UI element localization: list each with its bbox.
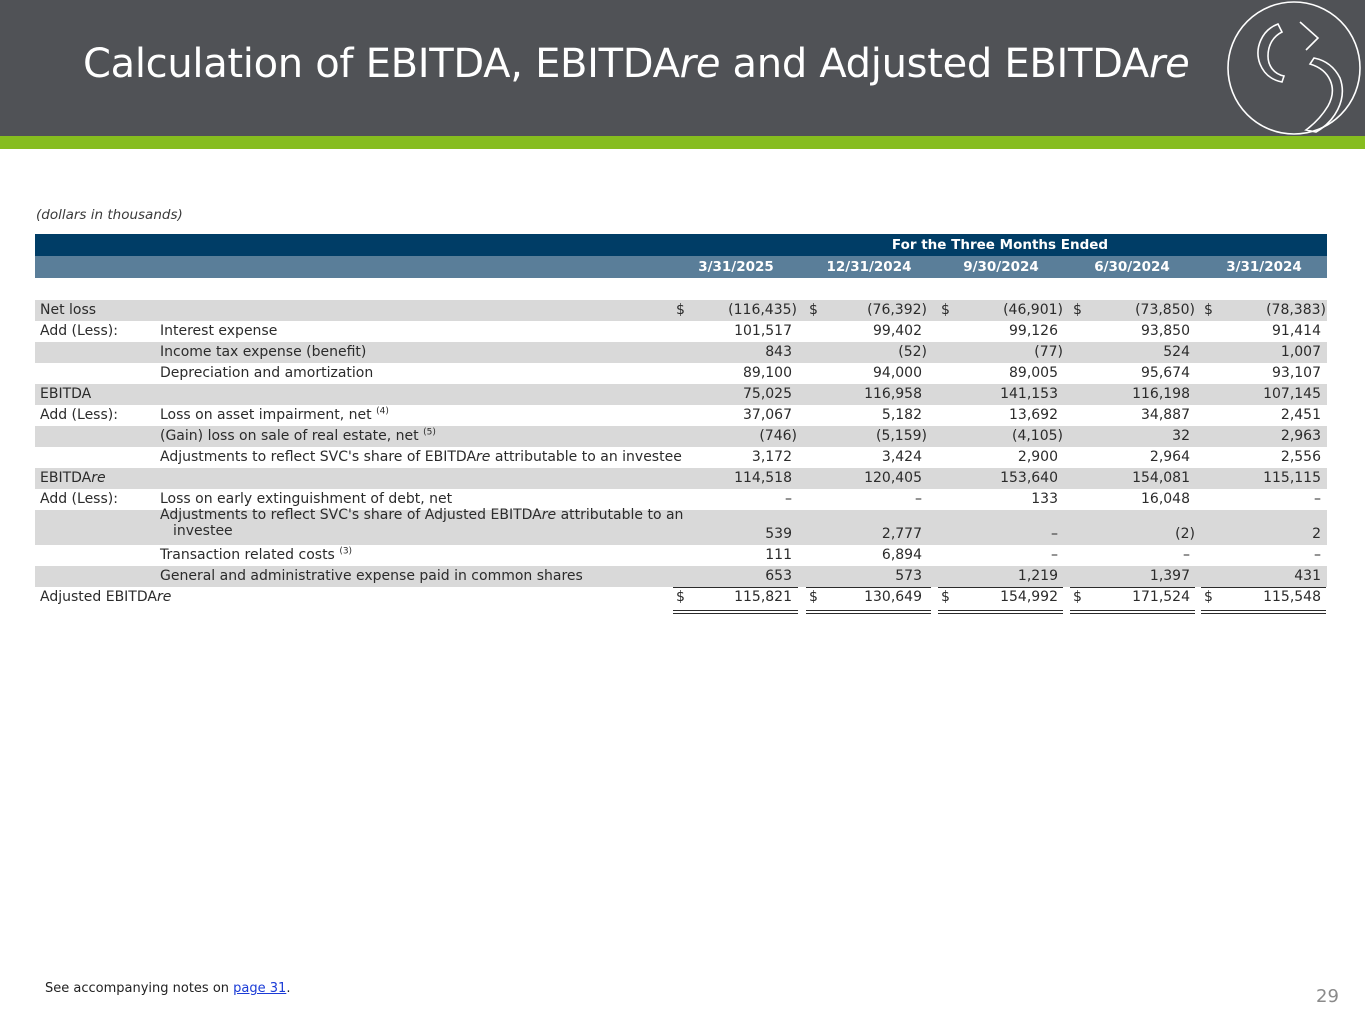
slide-header: [0, 0, 1365, 136]
value-cell: 133: [1031, 491, 1058, 507]
value-cell: 2,900: [1017, 449, 1058, 465]
value-cell: 141,153: [1000, 386, 1058, 402]
dollar-sign: $: [1073, 302, 1082, 318]
value-cell: 2,964: [1149, 449, 1190, 465]
value-cell: 5,182: [881, 407, 922, 423]
value-cell: –: [785, 491, 792, 507]
row-label: [160, 342, 366, 363]
value-cell: 95,674: [1141, 365, 1190, 381]
value-cell: 2,556: [1280, 449, 1321, 465]
row-label-text: General and administrative expense paid in common shares: [160, 568, 583, 584]
row-label-text: (Gain) loss on sale of real estate, net: [160, 428, 419, 444]
value-cell: 93,850: [1141, 323, 1190, 339]
value-cell: 524: [1163, 344, 1190, 360]
footnote-marker: (3): [339, 546, 353, 557]
page-31-link[interactable]: page 31: [233, 981, 287, 996]
row-label: [160, 426, 436, 447]
dollar-sign: $: [1204, 589, 1213, 605]
value-cell: 3,424: [881, 449, 922, 465]
row-label: [160, 363, 373, 384]
dollar-sign: $: [809, 302, 818, 318]
value-cell: 115,548: [1263, 589, 1321, 605]
page-number: 29: [1316, 986, 1339, 1007]
table-row: [35, 321, 1327, 342]
row-label-text: Loss on early extinguishment of debt, net: [160, 491, 453, 507]
value-cell: 843: [765, 344, 792, 360]
value-cell: 99,126: [1009, 323, 1058, 339]
value-cell: 120,405: [864, 470, 922, 486]
row-group-label: Add (Less):: [40, 323, 118, 339]
table-row: [35, 363, 1327, 384]
value-cell: 34,887: [1141, 407, 1190, 423]
row-label: [160, 507, 683, 539]
period-header: 3/31/2025: [698, 259, 774, 275]
value-cell: 16,048: [1141, 491, 1190, 507]
period-band-title: For the Three Months Ended: [891, 237, 1109, 253]
value-cell: 116,958: [864, 386, 922, 402]
value-cell: 115,821: [734, 589, 792, 605]
value-cell: –: [1051, 547, 1058, 563]
value-cell: 1,007: [1280, 344, 1321, 360]
dollar-sign: $: [676, 302, 685, 318]
value-cell: –: [1314, 547, 1321, 563]
row-label-text: Depreciation and amortization: [160, 365, 374, 381]
value-cell: 32: [1172, 428, 1190, 444]
total-double-rule: [1201, 610, 1326, 614]
value-cell: 111: [765, 547, 792, 563]
value-cell: 1,219: [1017, 568, 1058, 584]
row-label-text: Loss on asset impairment, net: [160, 407, 372, 423]
dollar-sign: $: [1073, 589, 1082, 605]
row-label-text: Adjustments to reflect SVC's share of EBITDAre attributable to an investee: [160, 449, 682, 465]
row-group-label: Adjusted EBITDAre: [40, 589, 172, 605]
value-cell: 2,451: [1280, 407, 1321, 423]
dollar-sign: $: [809, 589, 818, 605]
row-group-label: EBITDA: [40, 386, 92, 402]
table-row: [35, 566, 1327, 587]
row-label-text: Adjustments to reflect SVC's share of Adjusted EBITDAre attributable to an: [160, 507, 684, 523]
table-row: [35, 587, 1327, 608]
period-header: 3/31/2024: [1226, 259, 1302, 275]
value-cell: –: [1314, 491, 1321, 507]
value-cell: 115,115: [1263, 470, 1321, 486]
row-label-text: Income tax expense (benefit): [160, 344, 367, 360]
period-header: 6/30/2024: [1094, 259, 1170, 275]
value-cell: 101,517: [734, 323, 792, 339]
row-label: [160, 447, 682, 468]
value-cell: 89,100: [743, 365, 792, 381]
value-cell: 37,067: [743, 407, 792, 423]
period-header: 12/31/2024: [826, 259, 912, 275]
value-cell: 2,963: [1280, 428, 1321, 444]
table-row: [35, 468, 1327, 489]
table-row: [35, 384, 1327, 405]
value-cell: 13,692: [1009, 407, 1058, 423]
row-label-text: Interest expense: [160, 323, 278, 339]
row-group-label: EBITDAre: [40, 470, 106, 486]
total-double-rule: [673, 610, 798, 614]
value-cell: (77): [1034, 344, 1063, 360]
dollar-sign: $: [941, 302, 950, 318]
value-cell: 1,397: [1149, 568, 1190, 584]
value-cell: 539: [765, 526, 792, 542]
table-row: [35, 342, 1327, 363]
value-cell: 171,524: [1132, 589, 1190, 605]
table-row: [35, 507, 1327, 545]
company-logo-icon: [1226, 0, 1365, 136]
row-label: [160, 566, 583, 587]
row-label: [160, 545, 352, 566]
value-cell: (76,392): [867, 302, 927, 318]
value-cell: –: [915, 491, 922, 507]
table-row: [35, 300, 1327, 321]
row-group-label: Add (Less):: [40, 407, 118, 423]
value-cell: 653: [765, 568, 792, 584]
footnote-marker: (4): [376, 406, 389, 417]
row-label: [160, 321, 277, 342]
table-row: [35, 447, 1327, 468]
dollar-sign: $: [941, 589, 950, 605]
value-cell: (78,383): [1266, 302, 1326, 318]
ebitda-table: [35, 234, 1327, 634]
footnote: See accompanying notes on page 31.: [45, 981, 291, 996]
value-cell: 153,640: [1000, 470, 1058, 486]
total-double-rule: [938, 610, 1063, 614]
value-cell: (46,901): [1003, 302, 1063, 318]
period-header: 9/30/2024: [963, 259, 1039, 275]
row-group-label: Net loss: [40, 302, 97, 318]
value-cell: –: [1183, 547, 1190, 563]
value-cell: 114,518: [734, 470, 792, 486]
value-cell: (52): [898, 344, 927, 360]
value-cell: (5,159): [875, 428, 927, 444]
value-cell: 93,107: [1272, 365, 1321, 381]
value-cell: 107,145: [1263, 386, 1321, 402]
value-cell: 6,894: [881, 547, 922, 563]
row-label-text: Transaction related costs: [160, 547, 335, 563]
value-cell: 573: [895, 568, 922, 584]
accent-bar: [0, 136, 1365, 149]
value-cell: 99,402: [873, 323, 922, 339]
value-cell: 91,414: [1272, 323, 1321, 339]
value-cell: (116,435): [728, 302, 797, 318]
row-label: [160, 405, 389, 426]
dollar-sign: $: [676, 589, 685, 605]
value-cell: 3,172: [751, 449, 792, 465]
value-cell: 116,198: [1132, 386, 1190, 402]
footnote-marker: (5): [423, 427, 436, 438]
table-row: [35, 545, 1327, 566]
value-cell: 2: [1312, 526, 1321, 542]
value-cell: –: [1051, 526, 1058, 542]
value-cell: (73,850): [1135, 302, 1195, 318]
total-double-rule: [806, 610, 931, 614]
value-cell: (2): [1175, 526, 1195, 542]
value-cell: 94,000: [873, 365, 922, 381]
value-cell: 130,649: [864, 589, 922, 605]
slide-title: Calculation of EBITDA, EBITDAre and Adjusted EBITDAre: [83, 41, 1190, 87]
row-label-continuation: investee: [173, 523, 233, 539]
value-cell: 75,025: [743, 386, 792, 402]
total-double-rule: [1070, 610, 1195, 614]
table-header-band: [35, 234, 1327, 256]
table-row: [35, 426, 1327, 447]
row-group-label: Add (Less):: [40, 491, 118, 507]
units-caption: (dollars in thousands): [36, 207, 183, 223]
table-row: [35, 405, 1327, 426]
value-cell: 89,005: [1009, 365, 1058, 381]
value-cell: (4,105): [1011, 428, 1063, 444]
value-cell: 2,777: [881, 526, 922, 542]
value-cell: 154,992: [1000, 589, 1058, 605]
value-cell: (746): [759, 428, 797, 444]
value-cell: 154,081: [1132, 470, 1190, 486]
dollar-sign: $: [1204, 302, 1213, 318]
value-cell: 431: [1294, 568, 1321, 584]
